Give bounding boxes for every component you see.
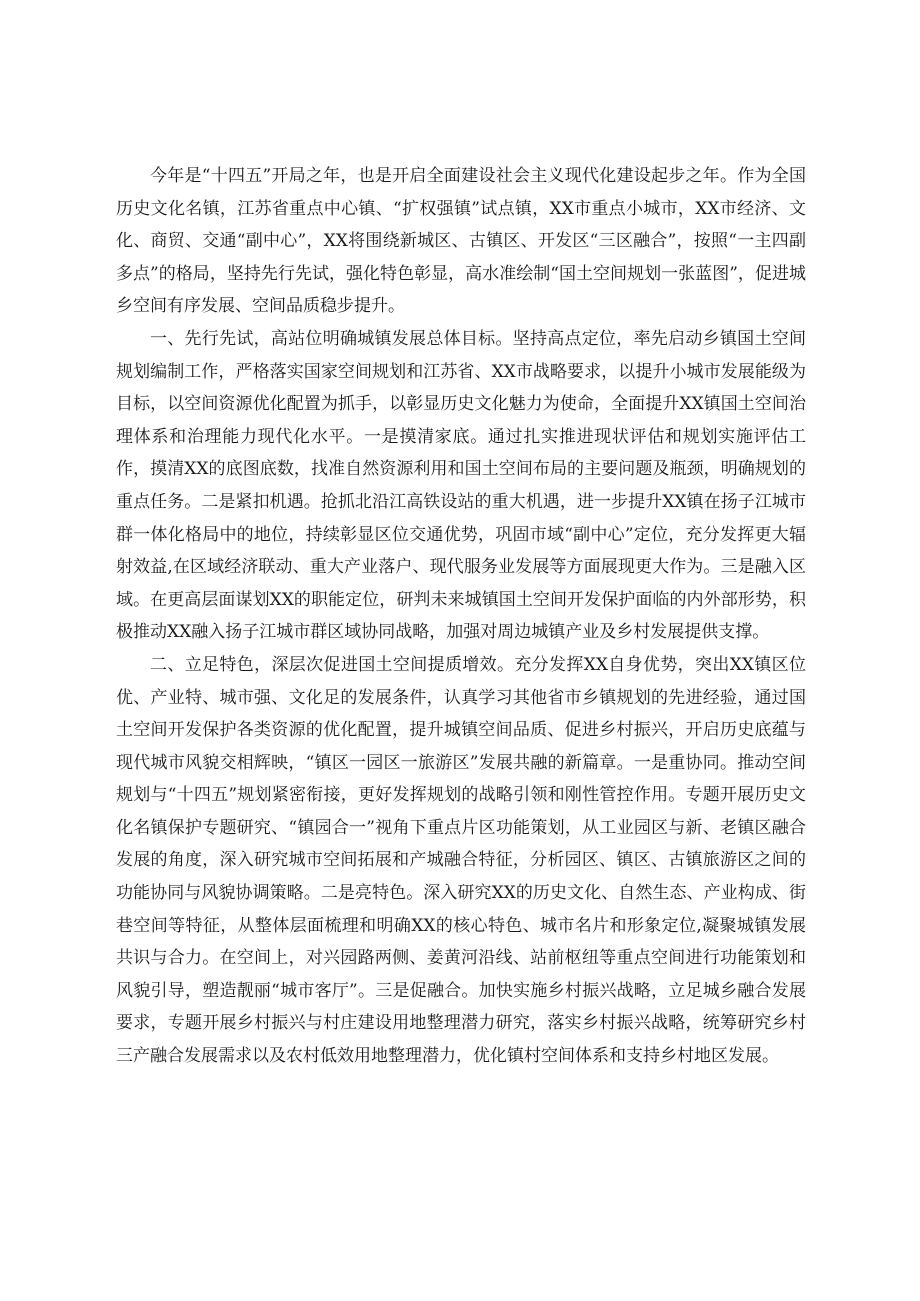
paragraph-section-two: 二、立足特色，深层次促进国土空间提质增效。充分发挥XX自身优势，突出XX镇区位优、产业特、城市强、文化足的发展条件，认真学习其他省市乡镇规划的先进经验，通过国土空间开发保护各类资源的优化配置，提升城镇空间品质、促进乡村振兴，开启历史底蕴与现代城市风貌交相辉映，“镇区一园区一旅游区”发展共融的新篇章。一是重协同。推动空间规划与“十四五”规划紧密衔接，更好发挥规划的战略引领和刚性管控作用。专题开展历史文化名镇保护专题研究、“镇园合一”视角下重点片区功能策划，从工业园区与新、老镇区融合发展的角度，深入研究城市空间拓展和产城融合特征，分析园区、镇区、古镇旅游区之间的功能协同与风貌协调策略。二是亮特色。深入研究XX的历史文化、自然生态、产业构成、街巷空间等特征，从整体层面梳理和明确XX的核心特色、城市名片和形象定位,凝聚城镇发展共识与合力。在空间上，对兴园路两侧、姜黄河沿线、站前枢纽等重点空间进行功能策划和风貌引导，塑造靓丽“城市客厅”。三是促融合。加快实施乡村振兴战略，立足城乡融合发展要求，专题开展乡村振兴与村庄建设用地整理潜力研究，落实乡村振兴战略，统筹研究乡村三产融合发展需求以及农村低效用地整理潜力，优化镇村空间体系和支持乡村地区发展。 [116, 654, 806, 1067]
paragraph-intro: 今年是“十四五”开局之年，也是开启全面建设社会主义现代化建设起步之年。作为全国历史文化名镇，江苏省重点中心镇、“扩权强镇”试点镇，XX市重点小城市，XX市经济、文化、商贸、交通“副中心”，XX将围绕新城区、古镇区、开发区“三区融合”，按照“一主四副多点”的格局，坚持先行先试，强化特色彰显，高水准绘制“国土空间规划一张蓝图”，促进城乡空间有序发展、空间品质稳步提升。 [116, 166, 806, 317]
paragraph-section-one: 一、先行先试，高站位明确城镇发展总体目标。坚持高点定位，率先启动乡镇国土空间规划编制工作，严格落实国家空间规划和江苏省、XX市战略要求，以提升小城市发展能级为目标，以空间资源优化配置为抓手，以彰显历史文化魅力为使命，全面提升XX镇国土空间治理体系和治理能力现代化水平。一是摸清家底。通过扎实推进现状评估和规划实施评估工作，摸清XX的底图底数，找准自然资源利用和国土空间布局的主要问题及瓶颈，明确规划的重点任务。二是紧扣机遇。抢抓北沿江高铁设站的重大机遇，进一步提升XX镇在扬子江城市群一体化格局中的地位，持续彰显区位交通优势，巩固市域“副中心”定位，充分发挥更大辐射效益,在区域经济联动、重大产业落户、现代服务业发展等方面展现更大作为。三是融入区域。在更高层面谋划XX的职能定位，研判未来城镇国土空间开发保护面临的内外部形势，积极推动XX融入扬子江城市群区域协同战略，加强对周边城镇产业及乡村发展提供支撑。 [116, 328, 806, 643]
document-body [116, 160, 806, 1073]
